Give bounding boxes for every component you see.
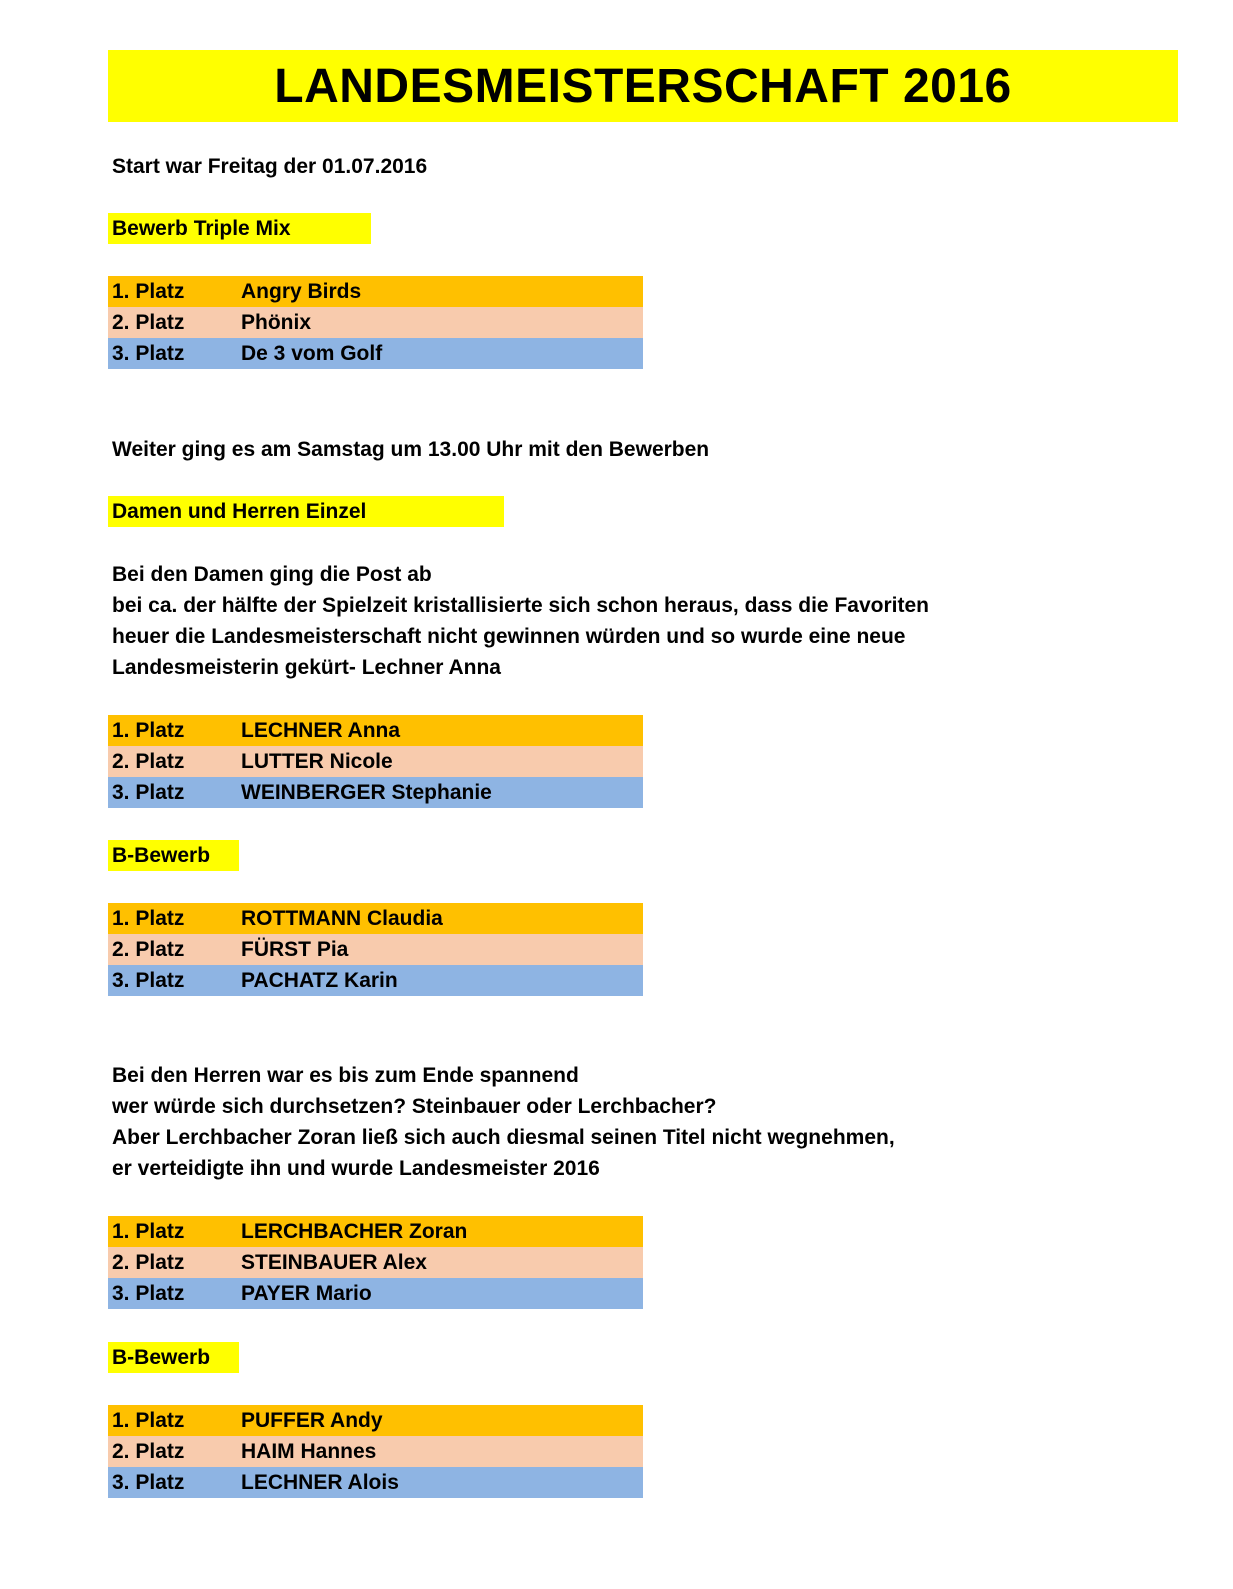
place-label: 2. Platz: [112, 1439, 185, 1463]
team-name: Phönix: [241, 310, 312, 334]
table-row: [108, 1436, 643, 1467]
results-table-herren: [108, 1216, 643, 1309]
section-label-einzel: Damen und Herren Einzel: [108, 496, 504, 527]
page-title: LANDESMEISTERSCHAFT 2016: [274, 59, 1012, 113]
place-label: 3. Platz: [112, 1470, 185, 1494]
table-row: [108, 1467, 643, 1498]
place-label: 3. Platz: [112, 1281, 185, 1305]
results-table-damen-b: [108, 903, 643, 996]
results-table-damen: [108, 715, 643, 808]
player-name: ROTTMANN Claudia: [241, 906, 443, 930]
place-label: 1. Platz: [112, 1408, 185, 1432]
table-row: [108, 777, 643, 808]
place-label: 3. Platz: [112, 780, 185, 804]
table-row: [108, 338, 643, 369]
table-row: [108, 715, 643, 746]
table-row: [108, 276, 643, 307]
damen-text-line: Bei den Damen ging die Post ab: [112, 563, 432, 586]
saturday-intro-text: Weiter ging es am Samstag um 13.00 Uhr mit den Bewerben: [112, 438, 710, 461]
player-name: FÜRST Pia: [241, 937, 349, 961]
place-label: 2. Platz: [112, 1250, 185, 1274]
table-row: [108, 1278, 643, 1309]
place-label: 3. Platz: [112, 968, 185, 992]
table-row: [108, 307, 643, 338]
intro-text: Start war Freitag der 01.07.2016: [112, 155, 428, 178]
title-banner: [108, 50, 1178, 122]
player-name: PACHATZ Karin: [241, 968, 398, 992]
player-name: LERCHBACHER Zoran: [241, 1219, 468, 1243]
herren-text-line: Aber Lerchbacher Zoran ließ sich auch diesmal seinen Titel nicht wegnehmen,: [112, 1126, 895, 1149]
damen-text-line: bei ca. der hälfte der Spielzeit kristallisierte sich schon heraus, dass die Favoriten: [112, 594, 929, 617]
place-label: 1. Platz: [112, 1219, 185, 1243]
results-table-triple-mix: [108, 276, 643, 369]
player-name: PUFFER Andy: [241, 1408, 383, 1432]
table-row: [108, 934, 643, 965]
player-name: WEINBERGER Stephanie: [241, 780, 492, 804]
damen-text-line: Landesmeisterin gekürt- Lechner Anna: [112, 656, 501, 679]
table-row: [108, 1216, 643, 1247]
place-label: 3. Platz: [112, 341, 185, 365]
table-row: [108, 903, 643, 934]
place-label: 1. Platz: [112, 279, 185, 303]
player-name: STEINBAUER Alex: [241, 1250, 427, 1274]
place-label: 1. Platz: [112, 718, 185, 742]
table-row: [108, 1405, 643, 1436]
herren-text-line: er verteidigte ihn und wurde Landesmeister 2016: [112, 1157, 600, 1180]
player-name: LECHNER Anna: [241, 718, 401, 742]
team-name: Angry Birds: [241, 279, 362, 303]
player-name: LUTTER Nicole: [241, 749, 393, 773]
place-label: 2. Platz: [112, 310, 185, 334]
team-name: De 3 vom Golf: [241, 341, 383, 365]
player-name: PAYER Mario: [241, 1281, 372, 1305]
table-row: [108, 746, 643, 777]
section-label-herren-b-bewerb: B-Bewerb: [108, 1342, 239, 1373]
results-table-herren-b: [108, 1405, 643, 1498]
section-label-triple-mix: Bewerb Triple Mix: [108, 213, 371, 244]
place-label: 2. Platz: [112, 749, 185, 773]
player-name: LECHNER Alois: [241, 1470, 399, 1494]
place-label: 2. Platz: [112, 937, 185, 961]
herren-text-line: wer würde sich durchsetzen? Steinbauer oder Lerchbacher?: [112, 1095, 717, 1118]
place-label: 1. Platz: [112, 906, 185, 930]
player-name: HAIM Hannes: [241, 1439, 377, 1463]
table-row: [108, 965, 643, 996]
damen-text-line: heuer die Landesmeisterschaft nicht gewinnen würden und so wurde eine neue: [112, 625, 906, 648]
table-row: [108, 1247, 643, 1278]
section-label-damen-b-bewerb: B-Bewerb: [108, 840, 239, 871]
herren-text-line: Bei den Herren war es bis zum Ende spannend: [112, 1064, 579, 1087]
